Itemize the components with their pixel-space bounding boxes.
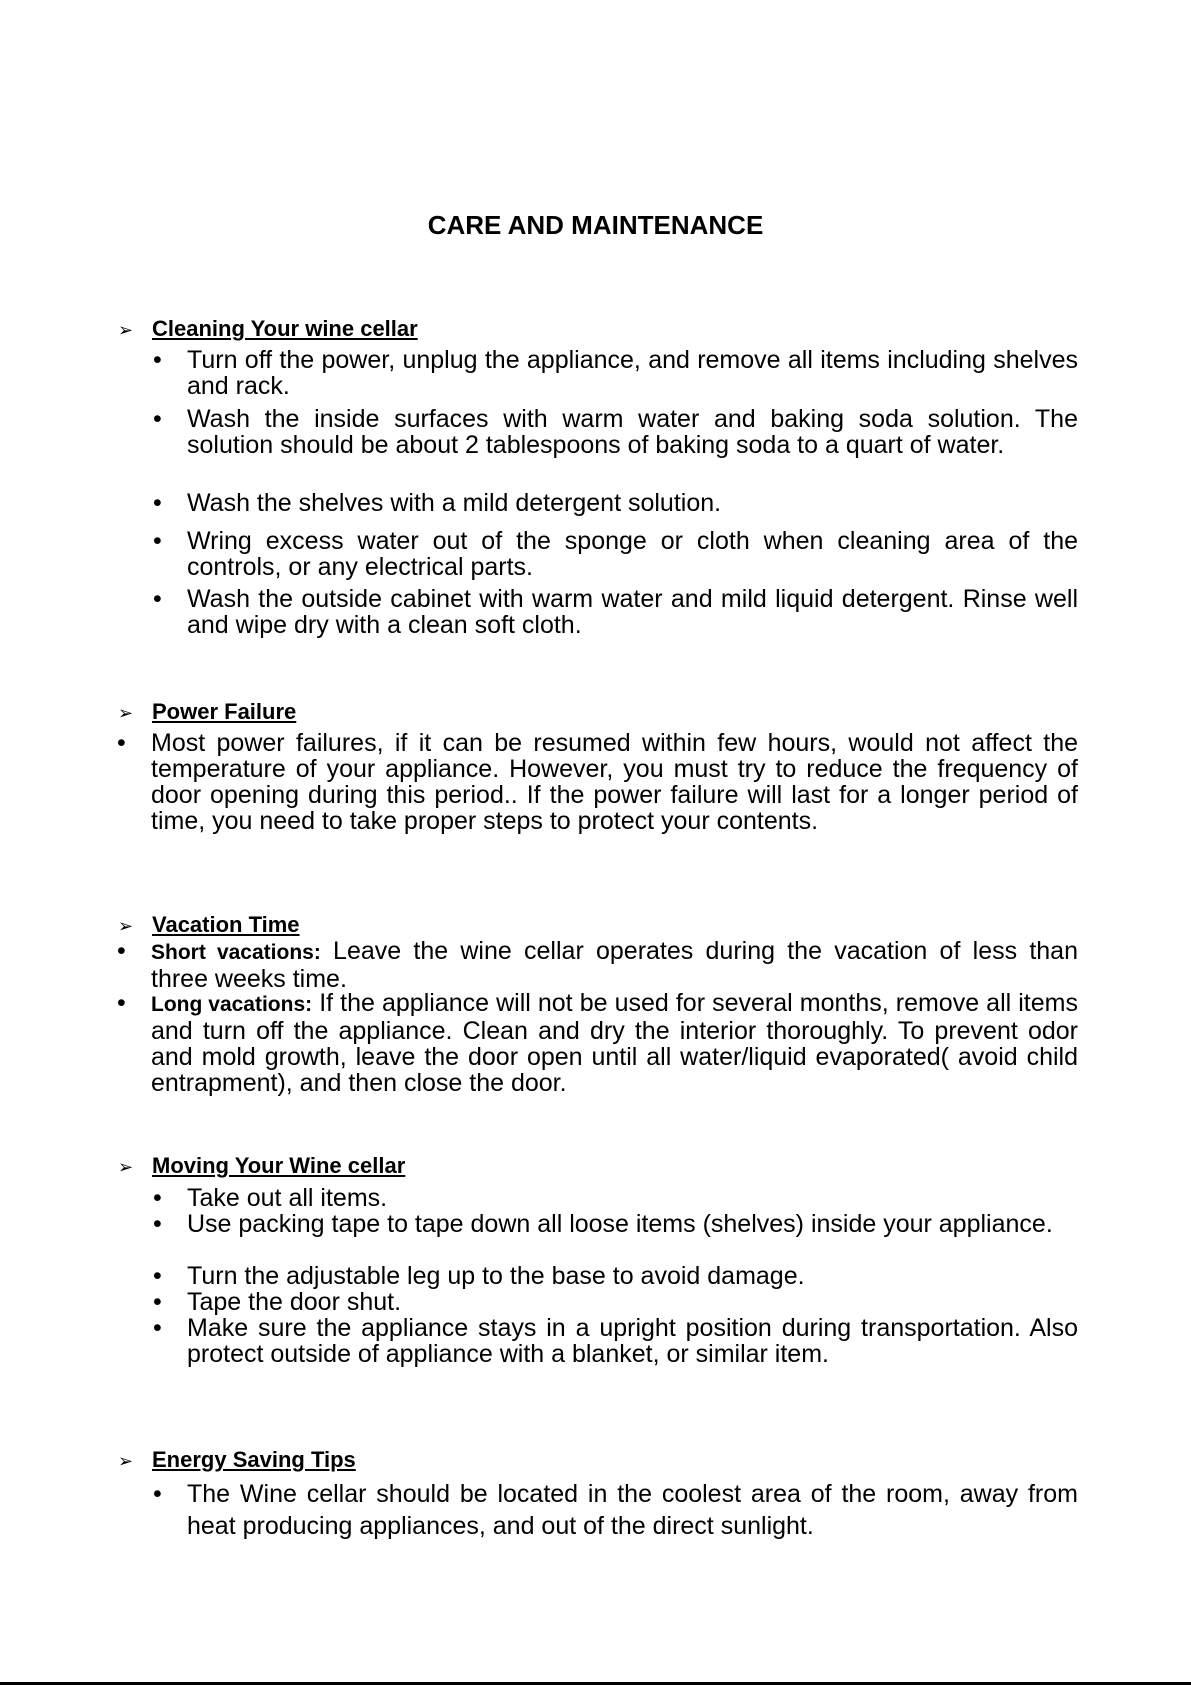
list-item bbox=[117, 729, 1078, 835]
list-item-text: Wash the inside surfaces with warm water and baking soda solution. The solution should be about 2 tablespoons of baking soda to a quart of water. bbox=[187, 405, 1078, 459]
arrow-bullet-icon: ➢ bbox=[118, 916, 134, 936]
section-heading-energy-saving bbox=[118, 1447, 356, 1474]
bullet-icon: • bbox=[153, 527, 162, 555]
list-item bbox=[153, 405, 1078, 459]
list-item-text: If the appliance will not be used for several months, remove all items and turn off the appliance. Clean and dry the interior thoroughly. To prevent odor and mold growth, leave the door open until all water/liquid evaporated( avoid child entrapment), and then close the door. bbox=[151, 989, 1078, 1097]
bullet-icon: • bbox=[117, 989, 126, 1017]
list-item-text: Wash the shelves with a mild detergent solution. bbox=[187, 489, 722, 517]
bullet-icon: • bbox=[153, 489, 162, 517]
arrow-bullet-icon: ➢ bbox=[118, 703, 134, 723]
section-title: Energy Saving Tips bbox=[152, 1447, 356, 1472]
list-item bbox=[117, 989, 1078, 1097]
list-item-text: Take out all items. bbox=[187, 1184, 388, 1212]
list-item-lead: Short vacations: bbox=[151, 941, 321, 964]
list-item-text: Most power failures, if it can be resumed within few hours, would not affect the temperature of your appliance. However, you must try to reduce the frequency of door opening during this period.. If the power failure will last for a longer period of time, you need to take proper steps to protect your contents. bbox=[151, 729, 1078, 835]
bullet-icon: • bbox=[153, 585, 162, 613]
list-item bbox=[153, 1288, 1078, 1316]
page-title: CARE AND MAINTENANCE bbox=[427, 210, 764, 240]
bullet-icon: • bbox=[153, 1262, 162, 1290]
list-item-text: Make sure the appliance stays in a upright position during transportation. Also protect outside of appliance with a blanket, or similar item. bbox=[187, 1314, 1078, 1368]
arrow-bullet-icon: ➢ bbox=[118, 320, 134, 340]
arrow-bullet-icon: ➢ bbox=[118, 1157, 134, 1177]
bullet-icon: • bbox=[153, 1480, 162, 1508]
section-title: Power Failure bbox=[152, 699, 297, 724]
list-item bbox=[117, 937, 1078, 993]
arrow-bullet-icon: ➢ bbox=[118, 1451, 134, 1471]
bullet-icon: • bbox=[153, 346, 162, 374]
list-item bbox=[153, 489, 1078, 517]
list-item bbox=[153, 1184, 1078, 1212]
section-title: Vacation Time bbox=[152, 912, 300, 937]
section-title: Moving Your Wine cellar bbox=[152, 1153, 406, 1178]
bullet-icon: • bbox=[153, 1288, 162, 1316]
list-item bbox=[153, 527, 1078, 581]
section-heading-vacation-time bbox=[118, 912, 300, 939]
list-item-text: Leave the wine cellar operates during the vacation of less than three weeks time. bbox=[151, 937, 1078, 993]
list-item-text: Turn off the power, unplug the appliance, and remove all items including shelves and rack. bbox=[187, 346, 1078, 400]
list-item-text: The Wine cellar should be located in the coolest area of the room, away from heat producing appliances, and out of the direct sunlight. bbox=[187, 1480, 1078, 1540]
list-item-text: Tape the door shut. bbox=[187, 1288, 402, 1316]
list-item-text: Use packing tape to tape down all loose items (shelves) inside your appliance. bbox=[187, 1210, 1053, 1238]
bullet-icon: • bbox=[153, 1210, 162, 1238]
bullet-icon: • bbox=[153, 1184, 162, 1212]
section-heading-power-failure bbox=[118, 699, 296, 726]
list-item bbox=[153, 1210, 1078, 1238]
bullet-icon: • bbox=[153, 1314, 162, 1342]
section-heading-cleaning bbox=[118, 316, 418, 343]
section-title: Cleaning Your wine cellar bbox=[152, 316, 418, 341]
list-item bbox=[153, 1314, 1078, 1368]
list-item-text: Wash the outside cabinet with warm water and mild liquid detergent. Rinse well and wipe dry with a clean soft cloth. bbox=[187, 585, 1078, 639]
bullet-icon: • bbox=[153, 405, 162, 433]
section-heading-moving bbox=[118, 1153, 405, 1180]
list-item-text: Turn the adjustable leg up to the base to avoid damage. bbox=[187, 1262, 805, 1290]
list-item bbox=[153, 1262, 1078, 1290]
list-item bbox=[153, 1478, 1078, 1542]
list-item bbox=[153, 346, 1078, 400]
list-item-text: Wring excess water out of the sponge or cloth when cleaning area of the controls, or any electrical parts. bbox=[187, 527, 1078, 581]
list-item-lead: Long vacations: bbox=[151, 993, 313, 1016]
bullet-icon: • bbox=[117, 937, 126, 965]
bullet-icon: • bbox=[117, 729, 126, 757]
list-item bbox=[153, 585, 1078, 639]
